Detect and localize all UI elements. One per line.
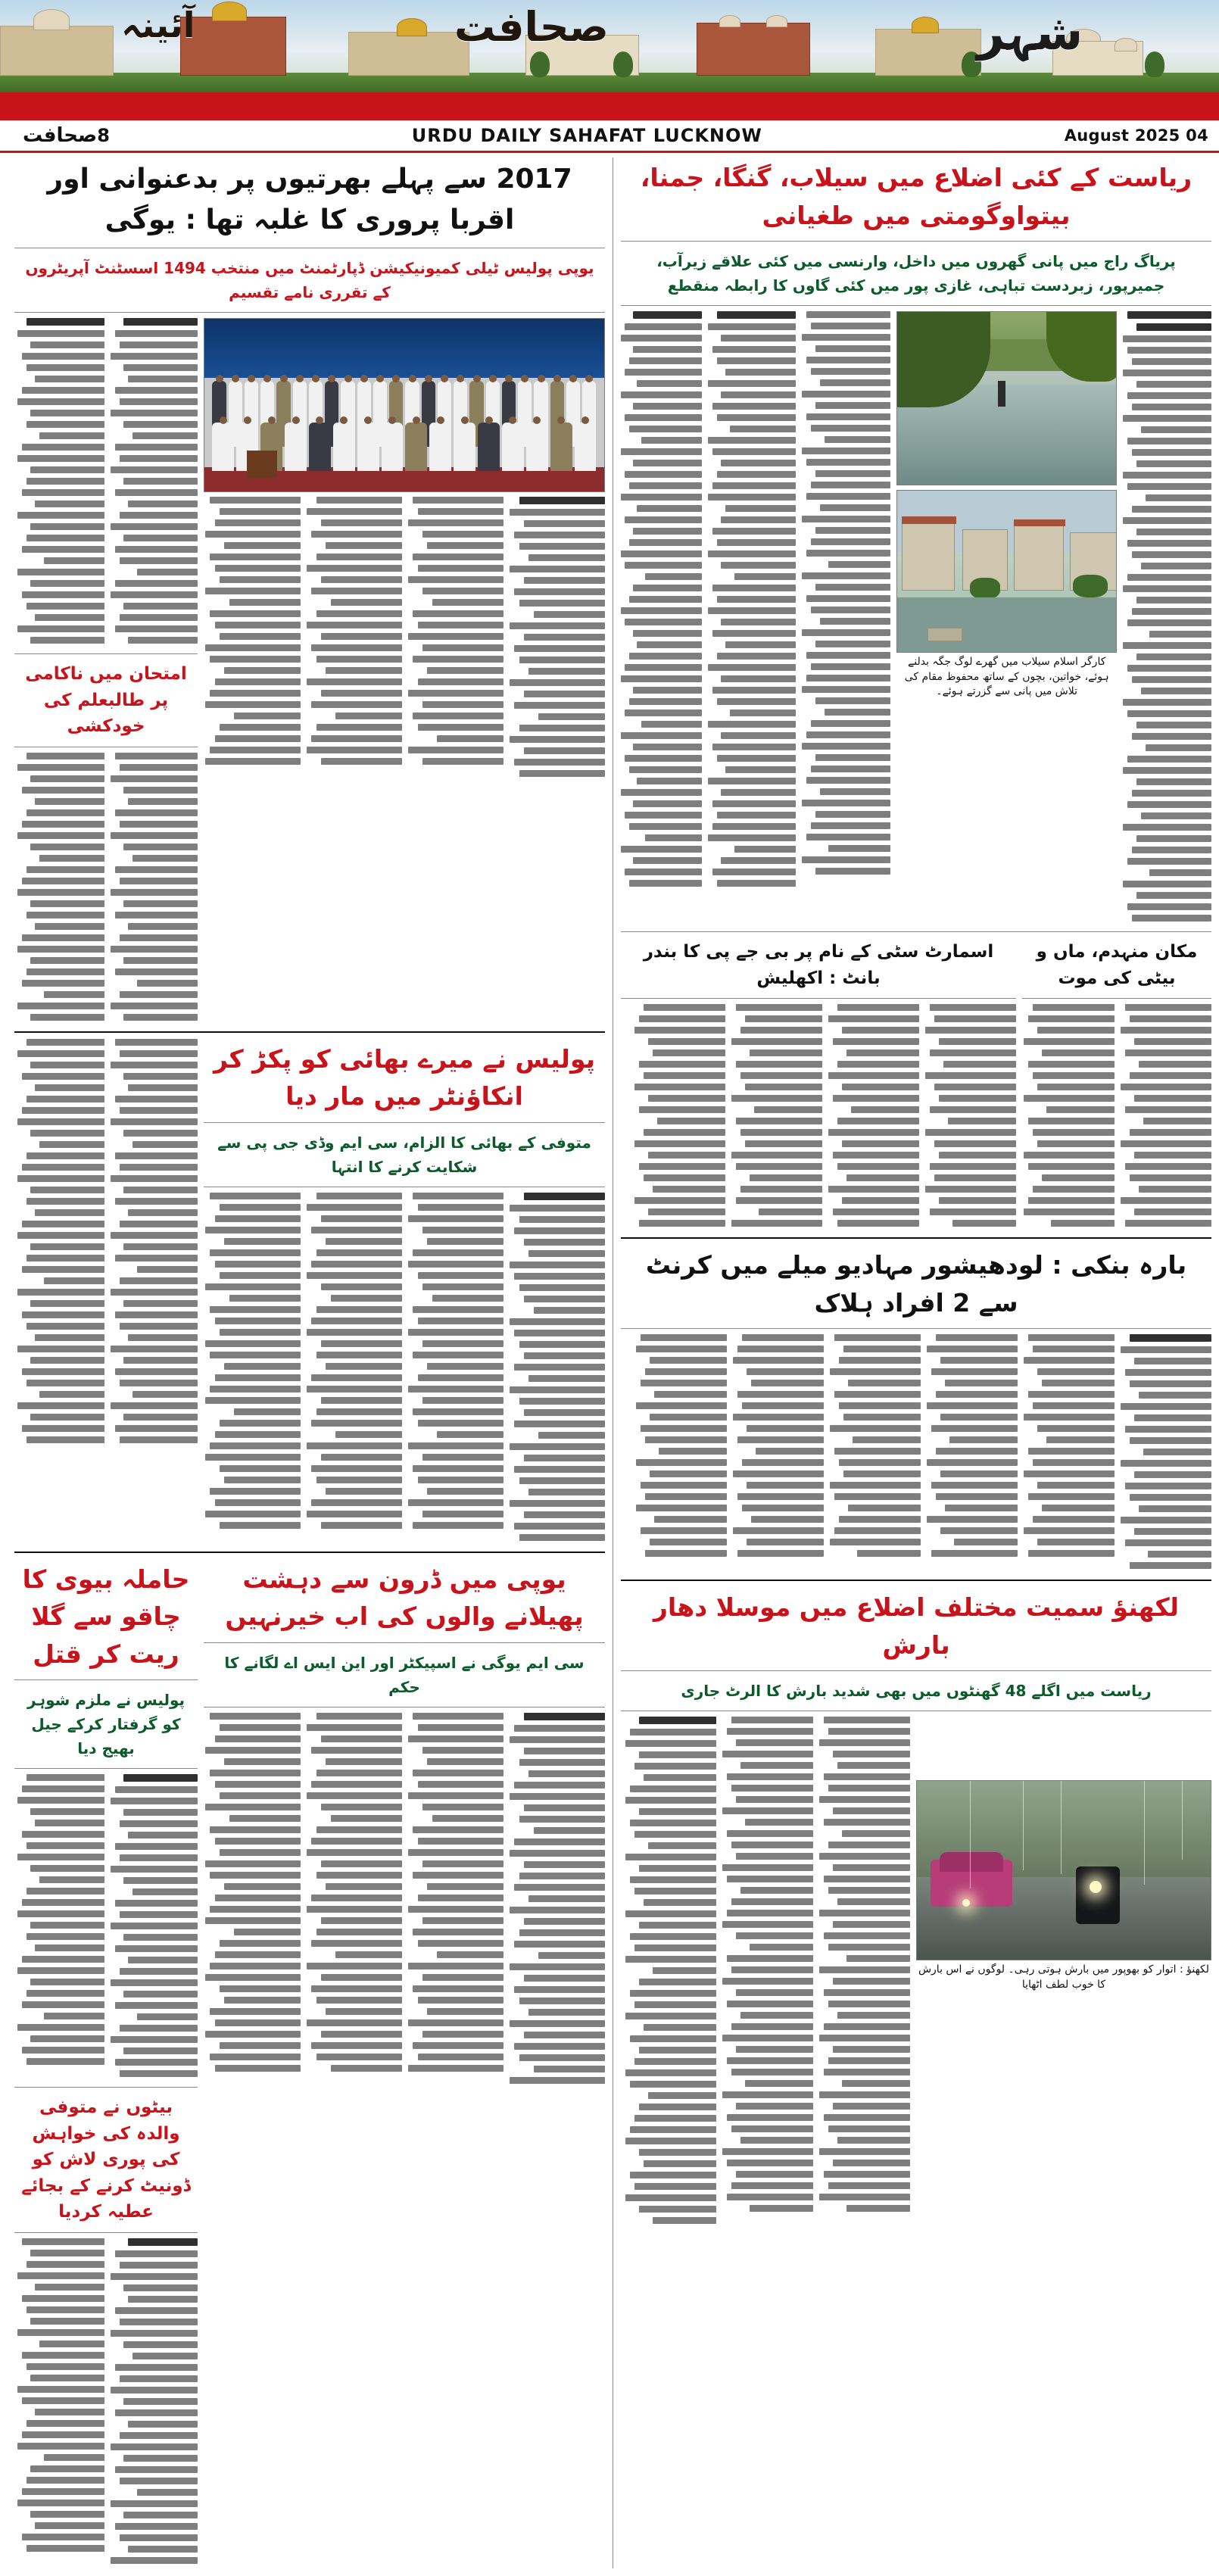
knife-subhead: پولیس نے ملزم شوہر کو گرفتار کرکے جیل بھیج دیا xyxy=(26,1691,186,1757)
donate-headline: بیٹوں نے متوفی والدہ کی خواہش کی پوری لاش کو ڈونیٹ کرنے کے بجائے عطیہ کردیا xyxy=(21,2097,191,2222)
date-title-bar xyxy=(0,118,1219,153)
barabanki-headline: بارہ بنکی : لودھیشور مہادیو میلے میں کرنٹ سے 2 افراد ہلاک xyxy=(645,1250,1187,1318)
ceremony-photo xyxy=(204,318,605,492)
masthead-logo-shehar: شہر xyxy=(977,5,1083,61)
masthead-banner xyxy=(0,0,1219,92)
police-subhead: یوپی پولیس ٹیلی کمیونیکیشن ڈپارٹمنٹ میں منتخب 1494 اسسٹنٹ آپریٹروں کے تقرری نامے تقسیم xyxy=(25,259,594,301)
flood-headline: ریاست کے کئی اضلاع میں سیلاب، گنگا، جمنا، بیتواوگومتی میں طغیانی xyxy=(640,163,1192,230)
suicide-headline: امتحان میں ناکامی پر طالبعلم کی خودکشی xyxy=(25,664,187,736)
flood-subhead: پریاگ راج میں پانی گھروں میں داخل، وارنسی میں کئی علاقے زیرآب، جمیرپور، زبردست تباہی، غازی پور میں کئی گاوں کا رابطہ منقطع xyxy=(656,252,1176,295)
police-text-row xyxy=(204,497,605,781)
lower-right-row xyxy=(14,1559,605,2568)
rain-photo xyxy=(916,1780,1211,1960)
flood-sub-col-1 xyxy=(1022,937,1211,1231)
flood-sub-row xyxy=(621,937,1211,1231)
rain-text-col-2 xyxy=(722,1717,813,2228)
article-barabanki xyxy=(621,1245,1211,1573)
skyline-cell-3 xyxy=(697,0,871,92)
article-encounter xyxy=(14,1039,605,1553)
drone-headline: یوپی میں ڈرون سے دہشت پھیلانے والوں کی اب خیرنہیں xyxy=(225,1564,584,1631)
flood-sub-headline-1: مکان منہدم، ماں و بیٹی کی موت xyxy=(1036,942,1198,988)
rain-photo-caption: لکھنؤ : اتوار کو بھوپور میں بارش ہوتی رہی۔ لوگوں نے اس بارش کا خوب لطف اٹھایا xyxy=(918,1963,1210,1991)
flood-photo-col xyxy=(896,311,1117,926)
brand-urdu: صحافت xyxy=(23,124,98,147)
police-photo-col xyxy=(204,318,605,1025)
police-body-row xyxy=(14,318,605,1025)
rain-photo-col xyxy=(916,1717,1211,2228)
article-rain xyxy=(621,1587,1211,2228)
encounter-headline: پولیس نے میرے بھائی کو پکڑ کر انکاؤنٹر میں مار دیا xyxy=(213,1043,596,1111)
flood-sub-headline-2: اسمارٹ سٹی کے نام پر بی جے پی کا بندر بانٹ : اکھلیش xyxy=(643,942,994,988)
main-row xyxy=(8,157,1211,2568)
flood-text-col-2 xyxy=(802,311,890,926)
skyline-cell-6 xyxy=(174,0,348,92)
flood-body-row xyxy=(621,311,1211,926)
masthead-logo-sahafat: صحافت xyxy=(454,3,609,51)
issue-date: 04 August 2025 xyxy=(1064,126,1208,145)
article-knife xyxy=(14,1559,198,2568)
page-content xyxy=(0,153,1219,2576)
barabanki-body xyxy=(621,1334,1211,1573)
police-headline: 2017 سے پہلے بھرتیوں پر بدعنوانی اور اقربا پروری کا غلبہ تھا : یوگی xyxy=(47,164,572,235)
article-flood xyxy=(621,157,1211,2228)
knife-headline: حاملہ بیوی کا چاقو سے گلا ریت کر قتل xyxy=(22,1564,190,1669)
masthead-logo-aaina: آئینہ xyxy=(121,5,195,45)
rain-text-col-3 xyxy=(625,1717,716,2228)
flood-photo-town xyxy=(896,490,1117,653)
rain-body-row xyxy=(621,1717,1211,2228)
right-half-column xyxy=(14,157,605,2568)
rain-text-col-1 xyxy=(819,1717,910,2228)
article-police xyxy=(14,157,605,1033)
flood-photo-caption: کارگر اسلام سیلاب میں گھرے لوگ جگہ بدلنے ہوئے، خواتین، بچوں کے ساتھ محفوظ مقام کی تلاش میں پانی سے گزرتے ہوئے۔ xyxy=(904,656,1109,698)
flood-sub-col-2 xyxy=(621,937,1016,1231)
page-number: 8 xyxy=(97,125,110,146)
flood-text-col-1 xyxy=(1123,311,1211,926)
left-half-column xyxy=(621,157,1211,2568)
publication-title: URDU DAILY SAHAFAT LUCKNOW xyxy=(411,125,762,146)
flood-photo-river xyxy=(896,311,1117,485)
flood-text-col-4 xyxy=(621,311,702,926)
red-divider-bar xyxy=(0,92,1219,118)
encounter-side-col xyxy=(14,1039,198,1545)
rain-subhead: ریاست میں اگلے 48 گھنٹوں میں بھی شدید بارش کا الرٹ جاری xyxy=(681,1682,1152,1700)
drone-subhead: سی ایم یوگی نے اسپیکٹر اور این ایس اے لگانے کا حکم xyxy=(224,1653,585,1696)
encounter-subhead: متوفی کے بھائی کا الزام، سی ایم وڈی جی پی سے شکایت کرنے کا انتہا xyxy=(217,1133,591,1176)
rain-headline: لکھنؤ سمیت مختلف اضلاع میں موسلا دھار بارش xyxy=(653,1592,1180,1660)
flood-text-col-3 xyxy=(708,311,797,926)
article-drone xyxy=(204,1559,605,2568)
police-side-col xyxy=(14,318,198,1025)
